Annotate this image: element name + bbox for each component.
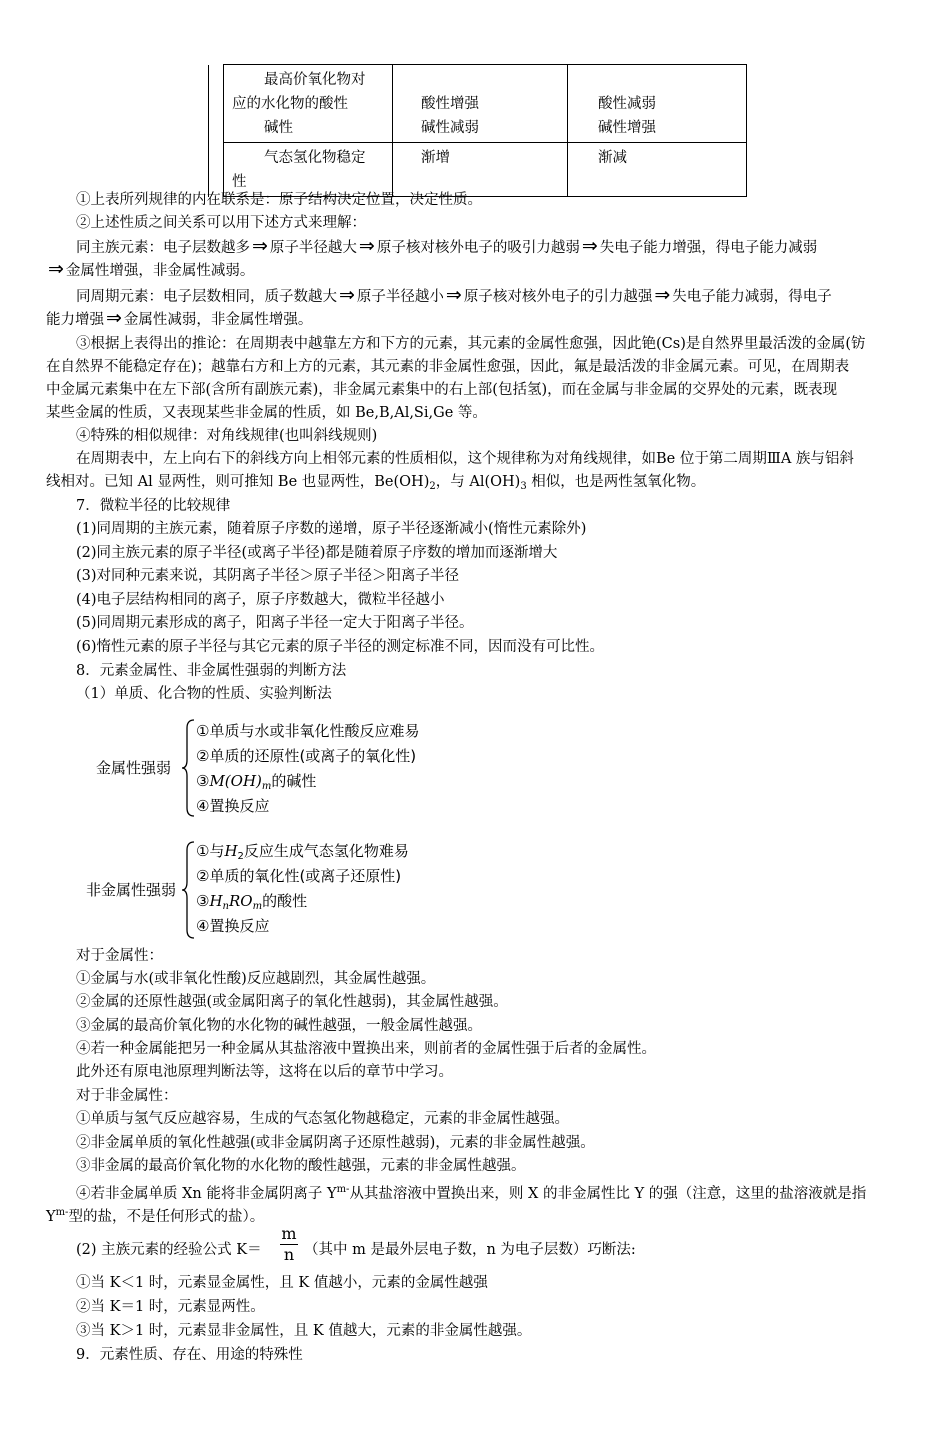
paragraph: $Y^{m-}$型的盐，不是任何形式的盐）。 xyxy=(46,1207,265,1225)
metal-criterion: ②单质的还原性(或离子的氧化性) xyxy=(196,747,417,765)
rule-item: (6)惰性元素的原子半径与其它元素的原子半径的测定标准不同，因而没有可比性。 xyxy=(76,639,605,655)
implies-arrow-icon: ⇒ xyxy=(654,284,671,306)
implies-arrow-icon: ⇒ xyxy=(358,235,375,257)
paragraph: ③当 K＞1 时，元素显非金属性，且 K 值越大，元素的非金属性越强。 xyxy=(76,1323,532,1339)
paragraph-same-group: 同主族元素：电子层数越多 ⇒ 原子半径越大 ⇒ 原子核对核外电子的吸引力越弱 ⇒ 失电子能力增强，得电子能力减弱 xyxy=(76,235,818,257)
implies-arrow-icon: ⇒ xyxy=(106,307,122,329)
table-cell-label: 最高价氧化物对 应的水化物的酸性 碱性 xyxy=(224,65,393,143)
table-cell-value: 渐增 xyxy=(393,143,568,197)
curly-brace-icon xyxy=(180,840,196,940)
table-cell-value: 酸性增强 碱性减弱 xyxy=(393,65,568,143)
implies-arrow-icon: ⇒ xyxy=(48,258,64,280)
paragraph: ①单质与氢气反应越容易，生成的气态氢化物越稳定，元素的非金属性越强。 xyxy=(76,1111,569,1127)
paragraph-same-period: 同周期元素：电子层数相同，质子数越大 ⇒ 原子半径越小 ⇒ 原子核对核外电子的引力越强 ⇒ 失电子能力减弱，得电子 xyxy=(76,284,832,306)
subsection-heading: （1）单质、化合物的性质、实验判断法 xyxy=(76,686,332,702)
paragraph: ②非金属单质的氧化性越强(或非金属阴离子还原性越弱)，元素的非金属性越强。 xyxy=(76,1135,595,1151)
paragraph: ④若一种金属能把另一种金属从其盐溶液中置换出来，则前者的金属性强于后者的金属性。 xyxy=(76,1041,656,1057)
paragraph: ④特殊的相似规律：对角线规律(也叫斜线规则) xyxy=(76,428,378,444)
implies-arrow-icon: ⇒ xyxy=(339,284,355,306)
curly-brace-icon xyxy=(180,718,196,818)
paragraph: 某些金属的性质，又表现某些非金属的性质，如 Be,B,Al,Si,Ge 等。 xyxy=(46,405,487,421)
paragraph: ①当 K＜1 时，元素显金属性，且 K 值越小，元素的金属性越强 xyxy=(76,1275,488,1291)
paragraph-same-group-cont: ⇒ 金属性增强，非金属性减弱。 xyxy=(48,258,255,280)
paragraph: 中金属元素集中在左下部(含所有副族元素)，非金属元素集中的右上部(包括氢)，而在金属与非金属的交界处的元素，既表现 xyxy=(46,382,838,398)
paragraph: ④若非金属单质 Xn 能将非金属阴离子 $Y^{m-}$从其盐溶液中置换出来，则 X 的非金属性比 Y 的强（注意，这里的盐溶液就是指 xyxy=(76,1184,867,1202)
paragraph: 此外还有原电池原理判断法等，这将在以后的章节中学习。 xyxy=(76,1064,453,1080)
paragraph: ③根据上表得出的推论：在周期表中越靠左方和下方的元素，其元素的金属性愈强，因此铯(Cs)是自然界里最活泼的金属(钫 xyxy=(76,336,866,352)
paragraph: 对于非金属性： xyxy=(76,1088,178,1104)
table-cell-value: 酸性减弱 碱性增强 xyxy=(568,65,747,143)
rule-item: (2)同主族元素的原子半径(或离子半径)都是随着原子序数的增加而逐渐增大 xyxy=(76,545,558,561)
paragraph: 在自然界不能稳定存在)；越靠右方和上方的元素，其元素的非金属性愈强，因此，氟是最活泼的非金属元素。可见，在周期表 xyxy=(46,359,850,375)
nonmetal-criterion: $③H_nRO_m$的酸性 xyxy=(196,892,308,912)
metal-brace-label: 金属性强弱 xyxy=(96,759,172,777)
rule-item: (5)同周期元素形成的离子，阳离子半径一定大于阳离子半径。 xyxy=(76,615,474,631)
implies-arrow-icon: ⇒ xyxy=(445,284,462,306)
nonmetal-brace-label: 非金属性强弱 xyxy=(86,881,177,899)
metal-criterion: ①单质与水或非氧化性酸反应难易 xyxy=(196,722,420,740)
paragraph: 在周期表中，左上向右下的斜线方向上相邻元素的性质相似，这个规律称为对角线规律，如Be 位于第二周期ⅢA 族与铝斜 xyxy=(76,451,854,467)
table-row xyxy=(209,65,747,143)
formula-line-prefix: (2) 主族元素的经验公式 K＝ xyxy=(76,1242,262,1258)
implies-arrow-icon: ⇒ xyxy=(581,235,598,257)
paragraph-same-period-cont: 能力增强 ⇒ 金属性减弱，非金属性增强。 xyxy=(46,307,313,329)
paragraph: ②上述性质之间关系可以用下述方式来理解： xyxy=(76,215,366,231)
periodic-trend-table xyxy=(208,64,747,197)
paragraph: ①金属与水(或非氧化性酸)反应越剧烈，其金属性越强。 xyxy=(76,971,436,987)
rule-item: (4)电子层结构相同的离子，原子序数越大，微粒半径越小 xyxy=(76,592,445,608)
paragraph: ②当 K＝1 时，元素显两性。 xyxy=(76,1299,265,1315)
fraction-m-over-n: m n xyxy=(281,1224,297,1264)
paragraph: ①上表所列规律的内在联系是：原子结构决定位置，决定性质。 xyxy=(76,192,482,208)
section-heading: 7．微粒半径的比较规律 xyxy=(76,498,231,514)
paragraph: 线相对。已知 Al 显两性，则可推知 Be 也显两性，$Be(OH)_2$，与 $Al(OH)_3$ 相似，也是两性氢氧化物。 xyxy=(46,474,706,492)
table-row xyxy=(209,143,747,197)
implies-arrow-icon: ⇒ xyxy=(252,235,268,257)
table-cell-label: 气态氢化物稳定 性 xyxy=(224,143,393,197)
nonmetal-criterion: ④置换反应 xyxy=(196,917,270,935)
paragraph: ③金属的最高价氧化物的水化物的碱性越强，一般金属性越强。 xyxy=(76,1018,482,1034)
rule-item: (1)同周期的主族元素，随着原子序数的递增，原子半径逐渐减小(惰性元素除外) xyxy=(76,521,587,537)
table-cell-value: 渐减 xyxy=(568,143,747,197)
table-lead-cell xyxy=(209,65,224,197)
metal-criterion: $③M(OH)_m$的碱性 xyxy=(196,772,317,792)
formula-line-suffix: （其中 m 是最外层电子数，n 为电子层数）巧断法: xyxy=(304,1242,636,1258)
paragraph: ③非金属的最高价氧化物的水化物的酸性越强，元素的非金属性越强。 xyxy=(76,1158,526,1174)
rule-item: (3)对同种元素来说，其阴离子半径＞原子半径＞阳离子半径 xyxy=(76,568,460,584)
metal-criterion: ④置换反应 xyxy=(196,797,270,815)
nonmetal-criterion: ②单质的氧化性(或离子还原性) xyxy=(196,867,402,885)
section-heading: 8．元素金属性、非金属性强弱的判断方法 xyxy=(76,663,347,679)
paragraph: 对于金属性： xyxy=(76,948,163,964)
nonmetal-criterion: ①与$H_2$反应生成气态氢化物难易 xyxy=(196,842,409,862)
section-heading: 9．元素性质、存在、用途的特殊性 xyxy=(76,1347,303,1363)
paragraph: ②金属的还原性越强(或金属阳离子的氧化性越弱)，其金属性越强。 xyxy=(76,994,508,1010)
